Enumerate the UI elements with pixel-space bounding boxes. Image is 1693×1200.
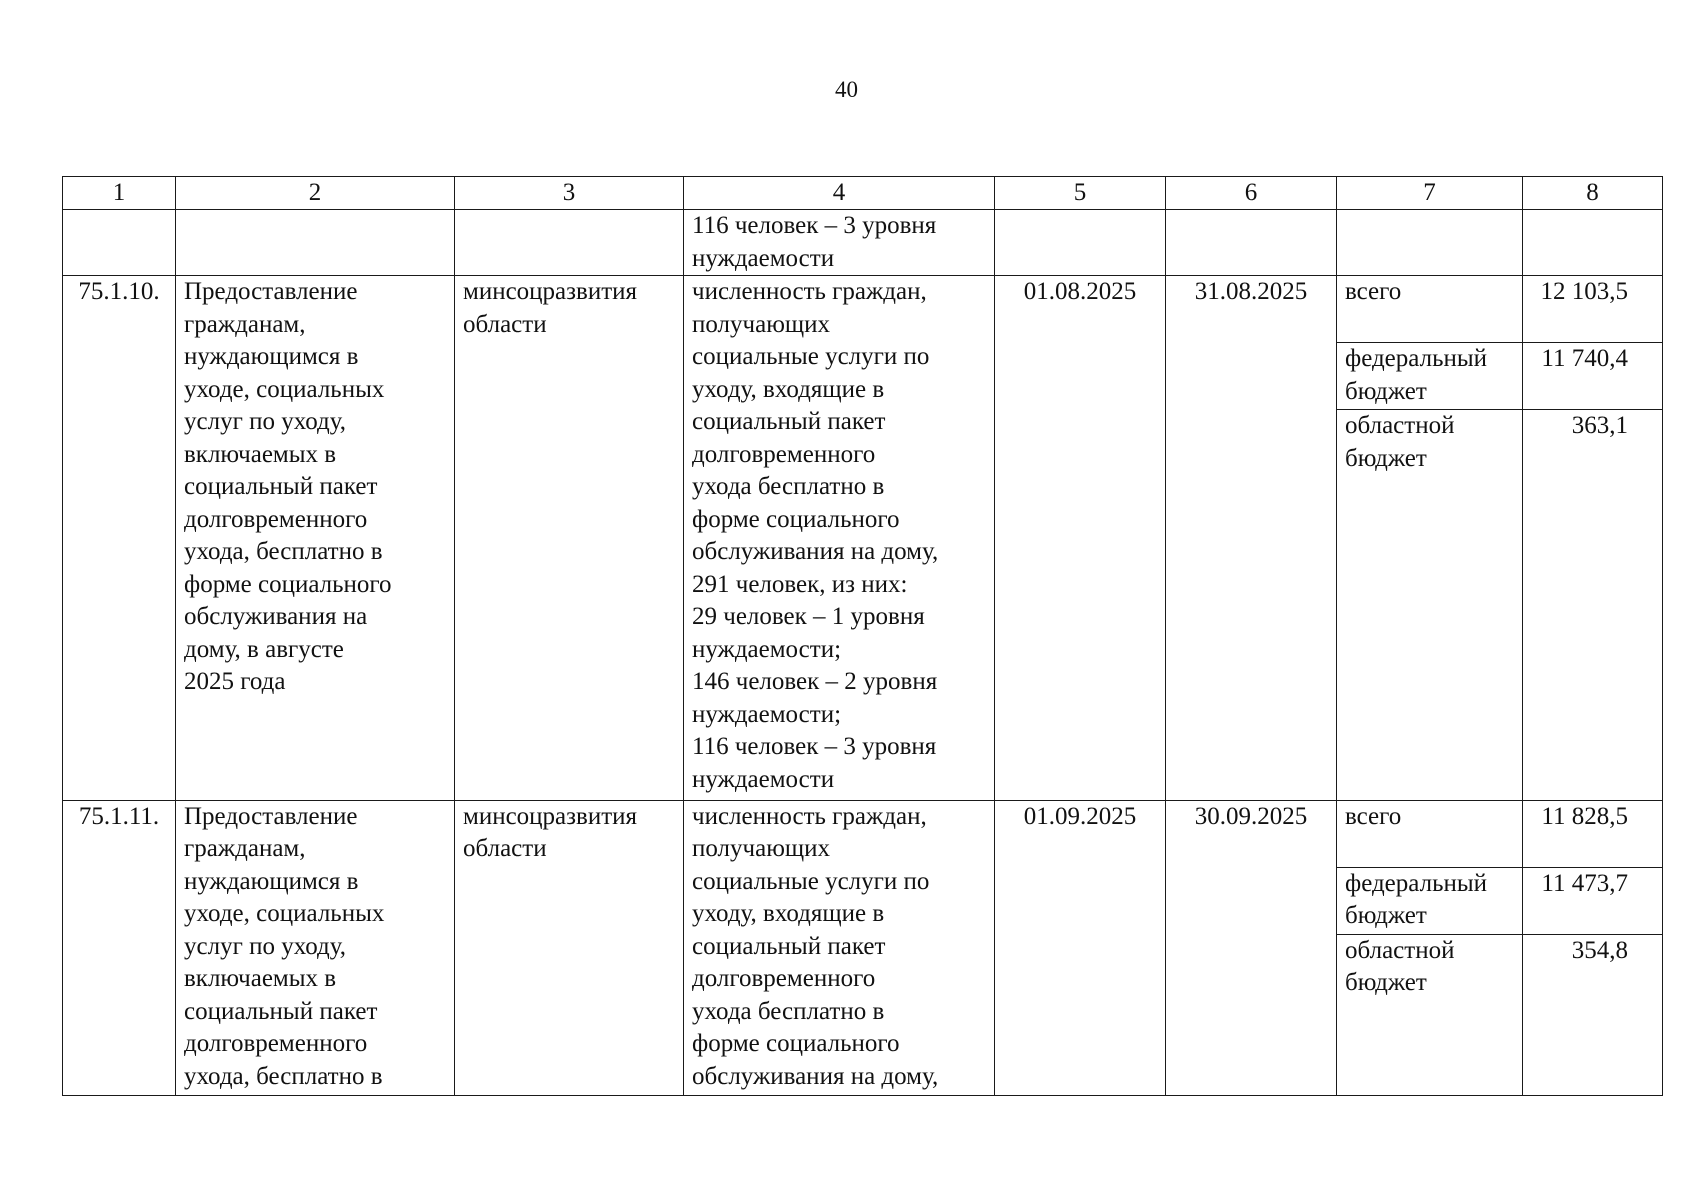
column-header: 3: [455, 177, 684, 210]
column-header: 7: [1337, 177, 1523, 210]
column-header: 4: [684, 177, 995, 210]
finance-source: федеральный бюджет: [1337, 343, 1523, 410]
end-date: 31.08.2025: [1166, 276, 1337, 801]
empty-cell: [63, 210, 176, 276]
end-date: 30.09.2025: [1166, 800, 1337, 1095]
column-header: 1: [63, 177, 176, 210]
empty-cell: [1523, 210, 1663, 276]
executor-cell: минсоцразвития области: [455, 800, 684, 1095]
finance-amount: 12 103,5: [1523, 276, 1663, 343]
activities-table: [62, 176, 1663, 1096]
start-date: 01.08.2025: [995, 276, 1166, 801]
finance-amount: 354,8: [1523, 934, 1663, 1095]
column-header-row: [63, 177, 1663, 210]
continuation-row: [63, 210, 1663, 276]
start-date: 01.09.2025: [995, 800, 1166, 1095]
indicator-cell: численность граждан, получающих социальные услуги по уходу, входящие в социальный пакет долговременного ухода бесплатно в форме социального обслуживания на дому,: [684, 800, 995, 1095]
finance-source: областной бюджет: [1337, 410, 1523, 801]
empty-cell: [1166, 210, 1337, 276]
table-row: [63, 276, 1663, 343]
column-header: 8: [1523, 177, 1663, 210]
finance-amount: 11 473,7: [1523, 867, 1663, 934]
column-header: 6: [1166, 177, 1337, 210]
event-cell: Предоставление гражданам, нуждающимся в уходе, социальных услуг по уходу, включаемых в социальный пакет долговременного ухода, бесплатно в: [176, 800, 455, 1095]
empty-cell: [455, 210, 684, 276]
column-header: 2: [176, 177, 455, 210]
indicator-cell: 116 человек – 3 уровня нуждаемости: [684, 210, 995, 276]
empty-cell: [176, 210, 455, 276]
indicator-cell: численность граждан, получающих социальные услуги по уходу, входящие в социальный пакет долговременного ухода бесплатно в форме социального обслуживания на дому, 291 человек, из них: 29 человек – 1 уровня нуждаемости; 146 человек – 2 уровня нуждаемости; 116 человек – 3 уровня нуждаемости: [684, 276, 995, 801]
finance-amount: 11 828,5: [1523, 800, 1663, 867]
row-number: 75.1.10.: [63, 276, 176, 801]
finance-source: областной бюджет: [1337, 934, 1523, 1095]
page-number: 40: [835, 77, 858, 102]
finance-source: всего: [1337, 800, 1523, 867]
finance-amount: 11 740,4: [1523, 343, 1663, 410]
finance-source: федеральный бюджет: [1337, 867, 1523, 934]
finance-source: всего: [1337, 276, 1523, 343]
empty-cell: [1337, 210, 1523, 276]
empty-cell: [995, 210, 1166, 276]
executor-cell: минсоцразвития области: [455, 276, 684, 801]
event-cell: Предоставление гражданам, нуждающимся в уходе, социальных услуг по уходу, включаемых в социальный пакет долговременного ухода, бесплатно в форме социального обслуживания на дому, в августе 2025 года: [176, 276, 455, 801]
table-row: [63, 800, 1663, 867]
row-number: 75.1.11.: [63, 800, 176, 1095]
finance-amount: 363,1: [1523, 410, 1663, 801]
column-header: 5: [995, 177, 1166, 210]
